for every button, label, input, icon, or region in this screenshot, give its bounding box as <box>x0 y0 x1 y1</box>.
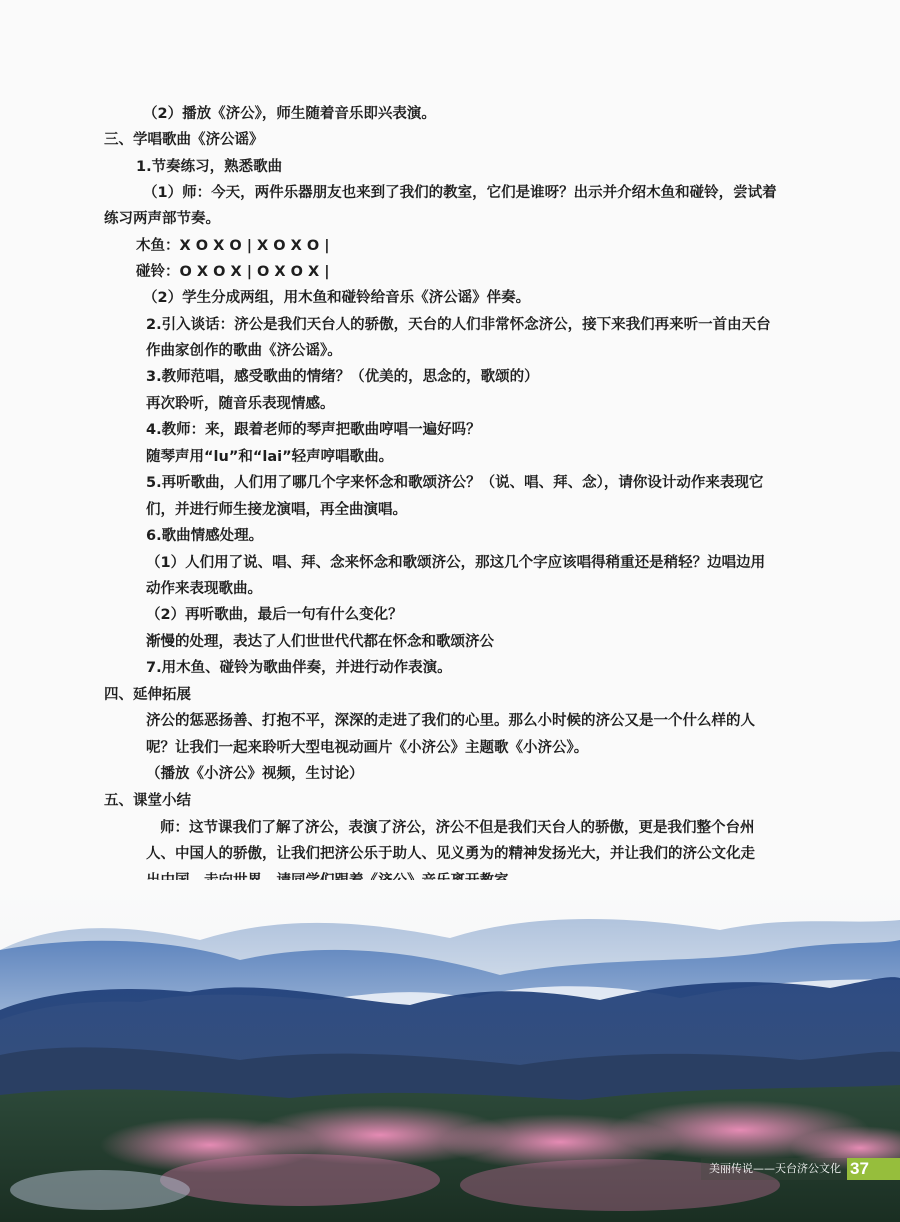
text-line: 济公的惩恶扬善、打抱不平，深深的走进了我们的心里。那么小时候的济公又是一个什么样的人 <box>146 713 755 729</box>
page-number: 37 <box>847 1158 900 1180</box>
page-footer <box>701 1158 900 1180</box>
rhythm-line: 碰铃：O X O X | O X O X | <box>136 264 330 280</box>
text-line: 们，并进行师生接龙演唱，再全曲演唱。 <box>146 502 407 518</box>
text-line: 7.用木鱼、碰铃为歌曲伴奏，并进行动作表演。 <box>146 660 452 676</box>
text-line: 动作来表现歌曲。 <box>146 581 262 597</box>
text-line: 随琴声用“lu”和“lai”轻声哼唱歌曲。 <box>146 449 394 465</box>
text-line: 作曲家创作的歌曲《济公谣》。 <box>146 343 342 359</box>
text-line: 呢？让我们一起来聆听大型电视动画片《小济公》主题歌《小济公》。 <box>146 740 589 756</box>
text-line: 师：这节课我们了解了济公，表演了济公，济公不但是我们天台人的骄傲，更是我们整个台州 <box>160 820 755 836</box>
text-line: （1）师：今天，两件乐器朋友也来到了我们的教室，它们是谁呀？出示并介绍木鱼和碰铃，尝试着 <box>143 185 777 201</box>
section-heading: 三、学唱歌曲《济公谣》 <box>104 132 264 148</box>
text-line: （2）再听歌曲，最后一句有什么变化？ <box>146 607 403 623</box>
text-line: （1）人们用了说、唱、拜、念来怀念和歌颂济公，那这几个字应该唱得稍重还是稍轻？边唱边用 <box>146 555 766 571</box>
text-line: 6.歌曲情感处理。 <box>146 528 264 544</box>
text-line: （2）学生分成两组，用木鱼和碰铃给音乐《济公谣》伴奏。 <box>143 290 531 306</box>
text-line: 练习两声部节奏。 <box>104 211 220 227</box>
text-line: 再次聆听，随音乐表现情感。 <box>146 396 335 412</box>
rhythm-line: 木鱼：X O X O | X O X O | <box>136 238 330 254</box>
section-heading: 四、延伸拓展 <box>104 687 191 703</box>
text-line: 1.节奏练习，熟悉歌曲 <box>136 159 283 175</box>
text-line: 人、中国人的骄傲，让我们把济公乐于助人、见义勇为的精神发扬光大，并让我们的济公文化走 <box>146 846 755 862</box>
text-line: （播放《小济公》视频，生讨论） <box>146 766 364 782</box>
text-line: 5.再听歌曲，人们用了哪几个字来怀念和歌颂济公？（说、唱、拜、念），请你设计动作来表现它 <box>146 475 764 491</box>
footer-caption: 美丽传说——天台济公文化 <box>701 1158 847 1180</box>
section-heading: 五、课堂小结 <box>104 793 191 809</box>
text-line: （2）播放《济公》，师生随着音乐即兴表演。 <box>143 106 436 122</box>
text-line: 渐慢的处理，表达了人们世世代代都在怀念和歌颂济公 <box>146 634 494 650</box>
text-line: 2.引入谈话：济公是我们天台人的骄傲，天台的人们非常怀念济公，接下来我们再来听一首由天台 <box>146 317 771 333</box>
text-line: 4.教师：来，跟着老师的琴声把歌曲哼唱一遍好吗？ <box>146 422 481 438</box>
text-line: 3.教师范唱，感受歌曲的情绪？（优美的，思念的，歌颂的） <box>146 369 539 385</box>
